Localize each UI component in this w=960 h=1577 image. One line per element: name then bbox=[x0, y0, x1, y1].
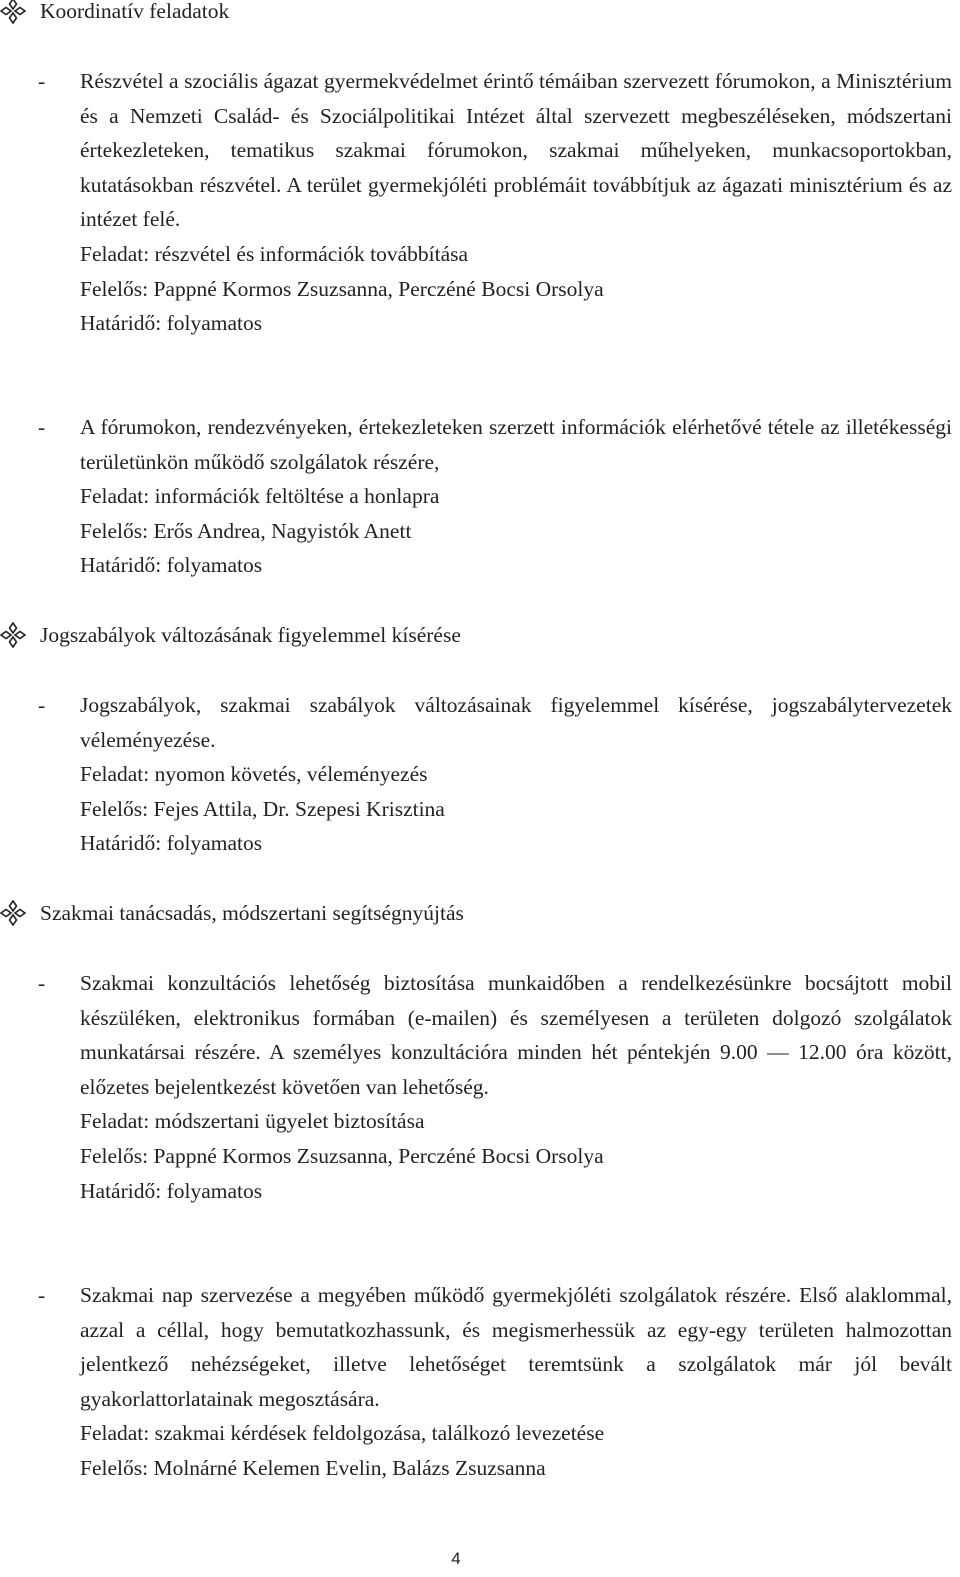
item-hatarido: Határidő: folyamatos bbox=[80, 1178, 263, 1203]
four-diamond-bullet-icon bbox=[0, 0, 26, 24]
section-heading bbox=[0, 618, 461, 653]
item-felelos: Felelős: Fejes Attila, Dr. Szepesi Krisztina bbox=[80, 796, 445, 821]
item-hatarido: Határidő: folyamatos bbox=[80, 311, 263, 336]
list-item bbox=[0, 1278, 952, 1486]
item-felelos: Felelős: Erős Andrea, Nagyistók Anett bbox=[80, 518, 412, 543]
four-diamond-bullet-icon bbox=[0, 622, 26, 648]
page-number: 4 bbox=[451, 1549, 461, 1568]
section-heading-text: Koordinatív feladatok bbox=[40, 0, 230, 23]
item-felelos: Felelős: Molnárné Kelemen Evelin, Balázs Zsuzsanna bbox=[80, 1455, 546, 1480]
item-text: Szakmai konzultációs lehetőség biztosítása munkaidőben a rendelkezésünkre bocsájtott mobil készüléken, elektronikus formában (e-mailen) és személyesen a területen dolgozó szolgálatok munkatársai részére. A személyes konzultációra minden hét péntekjén 9.00 — 12.00 óra között, előzetes bejelentkezést követően van lehetőség. bbox=[80, 971, 952, 1099]
list-item bbox=[0, 688, 952, 861]
item-feladat: Feladat: részvétel és információk továbbítása bbox=[80, 241, 469, 266]
item-text: Részvétel a szociális ágazat gyermekvédelmet érintő témáiban szervezett fórumokon, a Minisztérium és a Nemzeti Család- és Szociálpolitikai Intézet által szervezett megbeszéléseken, módszertani értekezleteken, tematikus szakmai fórumokon, szakmai műhelyeken, munkacsoportokban, kutatásokban részvétel. A terület gyermekjóléti problémáit továbbítjuk az ágazati minisztérium és az intézet felé. bbox=[80, 69, 952, 232]
section-heading-text: Jogszabályok változásának figyelemmel kísérése bbox=[40, 623, 461, 647]
four-diamond-bullet-icon bbox=[0, 900, 26, 926]
item-feladat: Feladat: információk feltöltése a honlapra bbox=[80, 484, 440, 509]
item-feladat: Feladat: nyomon követés, véleményezés bbox=[80, 762, 428, 787]
item-feladat: Feladat: szakmai kérdések feldolgozása, találkozó levezetése bbox=[80, 1421, 605, 1446]
dash-marker: - bbox=[38, 1283, 46, 1307]
item-text: Szakmai nap szervezése a megyében működő gyermekjóléti szolgálatok részére. Első alaklommal, azzal a céllal, hogy bemutatkozhassunk, és megismerhessük az egy-egy területen halmozottan jelentkező nehézségeket, illetve lehetőséget teremtsünk a szolgálatok már jól bevált gyakorlattorlatainak megosztására. bbox=[80, 1283, 952, 1411]
list-item bbox=[0, 966, 952, 1208]
dash-marker: - bbox=[38, 415, 46, 439]
item-text: Jogszabályok, szakmai szabályok változásainak figyelemmel kísérése, jogszabálytervezetek véleményezése. bbox=[80, 693, 952, 752]
dash-marker: - bbox=[38, 693, 46, 717]
section-heading bbox=[0, 0, 229, 29]
list-item bbox=[0, 64, 952, 341]
item-text: A fórumokon, rendezvényeken, értekezleteken szerzett információk elérhetővé tétele az illetékességi területünkön működő szolgálatok részére, bbox=[80, 415, 952, 474]
item-hatarido: Határidő: folyamatos bbox=[80, 831, 263, 856]
item-hatarido: Határidő: folyamatos bbox=[80, 553, 263, 578]
list-item bbox=[0, 410, 952, 583]
section-heading-text: Szakmai tanácsadás, módszertani segítségnyújtás bbox=[40, 901, 464, 925]
section-heading bbox=[0, 896, 464, 931]
dash-marker: - bbox=[38, 69, 46, 93]
dash-marker: - bbox=[38, 971, 46, 995]
item-felelos: Felelős: Pappné Kormos Zsuzsanna, Perczéné Bocsi Orsolya bbox=[80, 1143, 604, 1168]
item-felelos: Felelős: Pappné Kormos Zsuzsanna, Perczéné Bocsi Orsolya bbox=[80, 276, 604, 301]
item-feladat: Feladat: módszertani ügyelet biztosítása bbox=[80, 1109, 425, 1134]
